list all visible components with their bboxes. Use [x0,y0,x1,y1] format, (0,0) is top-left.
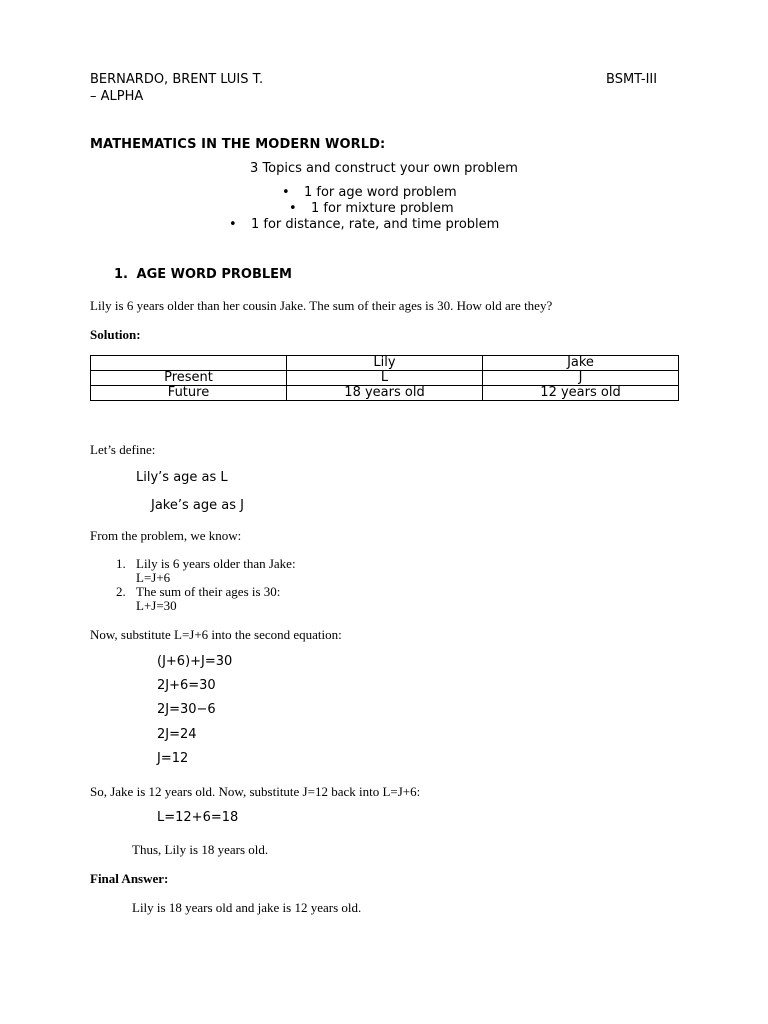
bullet-item-distance [229,217,499,232]
equation-step: (J+6)+J=30 [157,654,233,669]
table-header-cell: Jake [483,356,679,371]
bullet-text: 1 for distance, rate, and time problem [251,217,500,232]
table-cell: L [287,371,483,386]
list-equation: L=J+6 [136,570,171,585]
section-title: AGE WORD PROBLEM [136,267,292,282]
table-cell: J [483,371,679,386]
bullet-text: 1 for age word problem [304,185,457,200]
course-label: BSMT-III [606,72,658,87]
lily-equation: L=12+6=18 [157,810,239,825]
list-text: Lily is 6 years older than Jake: [136,556,296,571]
document-title: MATHEMATICS IN THE MODERN WORLD: [90,137,386,152]
jake-result: So, Jake is 12 years old. Now, substitute J=12 back into L=J+6: [90,784,421,799]
lily-result: Thus, Lily is 18 years old. [132,842,269,857]
section-heading [114,267,292,282]
problem-statement: Lily is 6 years older than her cousin Jake. The sum of their ages is 30. How old are they? [90,298,553,313]
table-cell: Future [91,386,287,401]
table-header-cell [91,356,287,371]
definition-lily: Lily’s age as L [136,470,228,485]
table-cell: Present [91,371,287,386]
equation-step: 2J+6=30 [157,678,216,693]
list-number: 2. [116,584,126,599]
final-answer-label: Final Answer: [90,871,169,886]
definition-jake: Jake’s age as J [151,498,244,513]
table-header-row [91,356,679,371]
bullet-icon: • [229,217,237,232]
equation-step: 2J=30−6 [157,702,216,717]
bullet-icon: • [289,201,297,216]
list-equation: L+J=30 [136,598,177,613]
list-number: 1. [116,556,126,571]
list-item [116,585,280,599]
table-row [91,371,679,386]
table-cell: 12 years old [483,386,679,401]
bullet-item-age [282,185,457,200]
list-text: The sum of their ages is 30: [136,584,281,599]
table-row [91,386,679,401]
equation-step: 2J=24 [157,727,197,742]
intro-subtitle: 3 Topics and construct your own problem [250,161,518,176]
table-cell: 18 years old [287,386,483,401]
student-section: – ALPHA [90,89,144,104]
bullet-text: 1 for mixture problem [311,201,454,216]
substitute-label: Now, substitute L=J+6 into the second equation: [90,627,342,642]
define-label: Let’s define: [90,442,156,457]
know-label: From the problem, we know: [90,528,242,543]
section-number: 1. [114,267,128,282]
table-header-cell: Lily [287,356,483,371]
bullet-item-mixture [289,201,454,216]
list-item [116,557,296,571]
final-answer: Lily is 18 years old and jake is 12 years old. [132,900,362,915]
age-table [90,355,679,401]
solution-label: Solution: [90,327,141,342]
equation-step: J=12 [157,751,189,766]
bullet-icon: • [282,185,290,200]
student-name: BERNARDO, BRENT LUIS T. [90,72,264,87]
